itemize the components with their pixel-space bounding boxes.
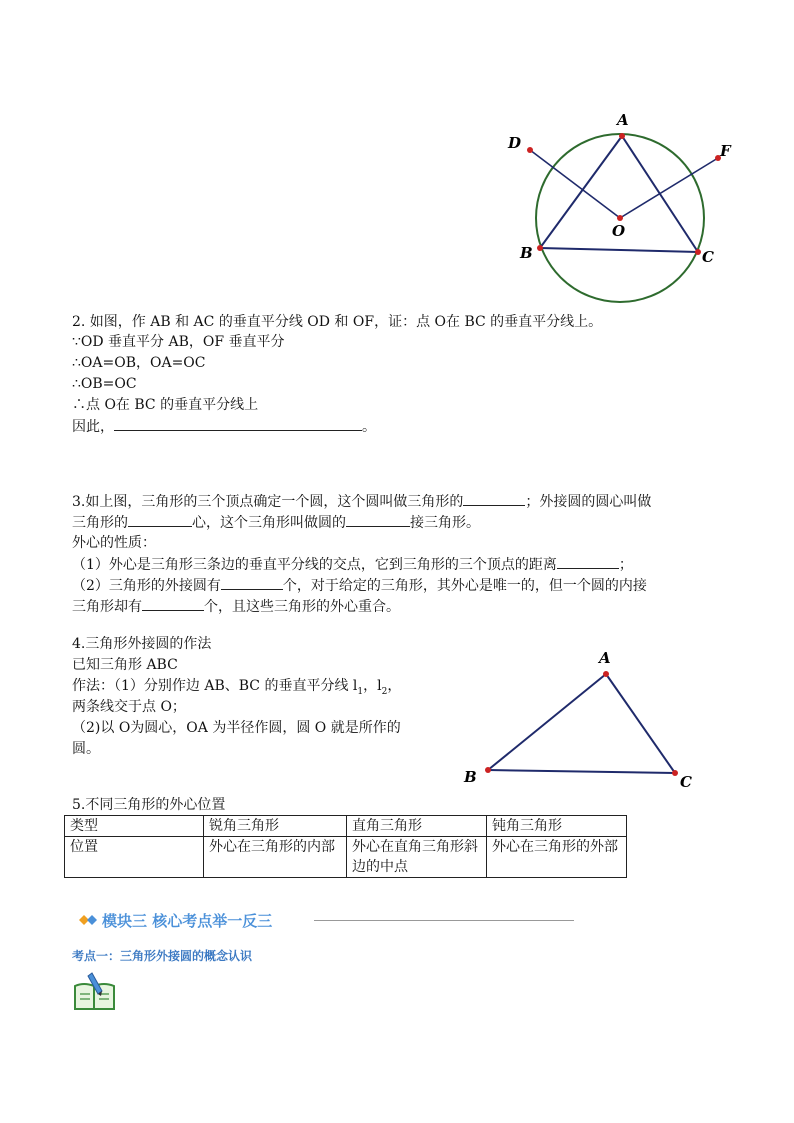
subscript-1: 1 — [357, 686, 364, 697]
label-c: C — [702, 248, 714, 266]
section3-line1-b: ；外接圆的圆心叫做 — [525, 494, 652, 510]
section4-line3: 两条线交于点 O； — [72, 699, 186, 715]
section2-line4: ∴点 O在 BC 的垂直平分线上 — [72, 397, 259, 413]
section2-line2: ∴OA=OB，OA=OC — [72, 355, 206, 371]
label-c: C — [680, 773, 692, 791]
point-b — [537, 245, 543, 251]
section2-conclusion-prefix: 因此， — [72, 419, 114, 435]
answer-blank[interactable] — [128, 512, 192, 527]
circumcircle-figure — [500, 108, 750, 308]
module-title: 模块三 核心考点举一反三 — [102, 912, 273, 930]
triangle-figure — [458, 645, 708, 795]
section3-line3: 外心的性质： — [72, 535, 156, 551]
segment-ab — [488, 674, 606, 770]
section3-line6-b: 个，且这些三角形的外心重合。 — [204, 599, 400, 615]
book-pencil-icon — [72, 972, 118, 1012]
section2-title: 2. 如图，作 AB 和 AC 的垂直平分线 OD 和 OF，证：点 O在 BC 的垂直平分线上。 — [72, 314, 603, 330]
answer-blank[interactable] — [114, 416, 362, 431]
section4-title: 4.三角形外接圆的作法 — [72, 636, 212, 652]
section5-title: 5.不同三角形的外心位置 — [72, 797, 226, 813]
answer-blank[interactable] — [346, 512, 410, 527]
label-f: F — [720, 142, 731, 160]
point-c — [695, 249, 701, 255]
segment-ab — [540, 136, 622, 248]
section2-line1: ∵OD 垂直平分 AB，OF 垂直平分 — [72, 334, 285, 350]
label-d: D — [508, 134, 522, 152]
label-a: A — [617, 111, 629, 129]
table-cell: 钝角三角形 — [487, 816, 627, 837]
section3-line1-a: 3.如上图，三角形的三个顶点确定一个圆，这个圆叫做三角形的 — [72, 494, 464, 510]
section3-line5-b: 个，对于给定的三角形，其外心是唯一的，但一个圆的内接 — [282, 578, 647, 594]
section3-line2 — [72, 512, 480, 533]
table-row — [65, 837, 627, 878]
section3-line1 — [72, 491, 651, 512]
label-b: B — [520, 244, 533, 262]
table-row — [65, 816, 627, 837]
label-b: B — [464, 768, 477, 786]
point-a — [603, 671, 609, 677]
section4-line2-a: 作法：（1）分别作边 AB、BC 的垂直平分线 l — [72, 678, 358, 694]
segment-ac — [606, 674, 675, 773]
section3-line2-c: 接三角形。 — [410, 515, 480, 531]
subscript-2: 2 — [381, 686, 388, 697]
section3-line5-a: （2）三角形的外接圆有 — [72, 578, 221, 594]
point-o — [617, 215, 623, 221]
section3-line4-a: （1）外心是三角形三条边的垂直平分线的交点，它到三角形的三个顶点的距离 — [72, 557, 557, 573]
section3-line6 — [72, 596, 400, 617]
section3-line6-a: 三角形却有 — [72, 599, 142, 615]
circumcenter-table — [64, 815, 627, 878]
point-d — [527, 147, 533, 153]
answer-blank[interactable] — [221, 575, 283, 590]
table-cell: 直角三角形 — [347, 816, 487, 837]
table-cell: 外心在直角三角形斜边的中点 — [347, 837, 487, 878]
label-a: A — [599, 649, 611, 667]
table-cell: 外心在三角形的外部 — [487, 837, 627, 878]
kaodian-title: 考点一：三角形外接圆的概念认识 — [72, 949, 253, 963]
section2-conclusion-suffix: 。 — [362, 419, 376, 435]
section3-line4-b: ； — [618, 557, 633, 573]
segment-bc — [488, 770, 675, 773]
label-o: O — [612, 222, 626, 240]
section4-line5: 圆。 — [72, 741, 100, 757]
point-b — [485, 767, 491, 773]
section3-line4 — [72, 554, 633, 575]
answer-blank[interactable] — [463, 491, 525, 506]
table-cell: 外心在三角形的内部 — [204, 837, 347, 878]
diamond-arrow-icon — [78, 913, 98, 927]
section3-line5 — [72, 575, 647, 596]
section4-line4: （2)以 O为圆心，OA 为半径作圆，圆 O 就是所作的 — [72, 720, 401, 736]
point-a — [619, 133, 625, 139]
section3-line2-a: 三角形的 — [72, 515, 128, 531]
table-cell: 位置 — [65, 837, 204, 878]
section2-conclusion — [72, 416, 376, 437]
answer-blank[interactable] — [557, 554, 619, 569]
point-c — [672, 770, 678, 776]
section2-line3: ∴OB=OC — [72, 376, 137, 392]
module-heading — [78, 910, 578, 930]
table-cell: 类型 — [65, 816, 204, 837]
section4-line1: 已知三角形 ABC — [72, 657, 178, 673]
answer-blank[interactable] — [142, 596, 204, 611]
section3-line2-b: 心，这个三角形叫做圆的 — [192, 515, 346, 531]
module-divider — [314, 920, 574, 921]
section4-line2-c: ， — [387, 678, 402, 694]
table-cell: 锐角三角形 — [204, 816, 347, 837]
segment-bc — [540, 248, 698, 252]
section4-line2-b: ，l — [363, 678, 382, 694]
